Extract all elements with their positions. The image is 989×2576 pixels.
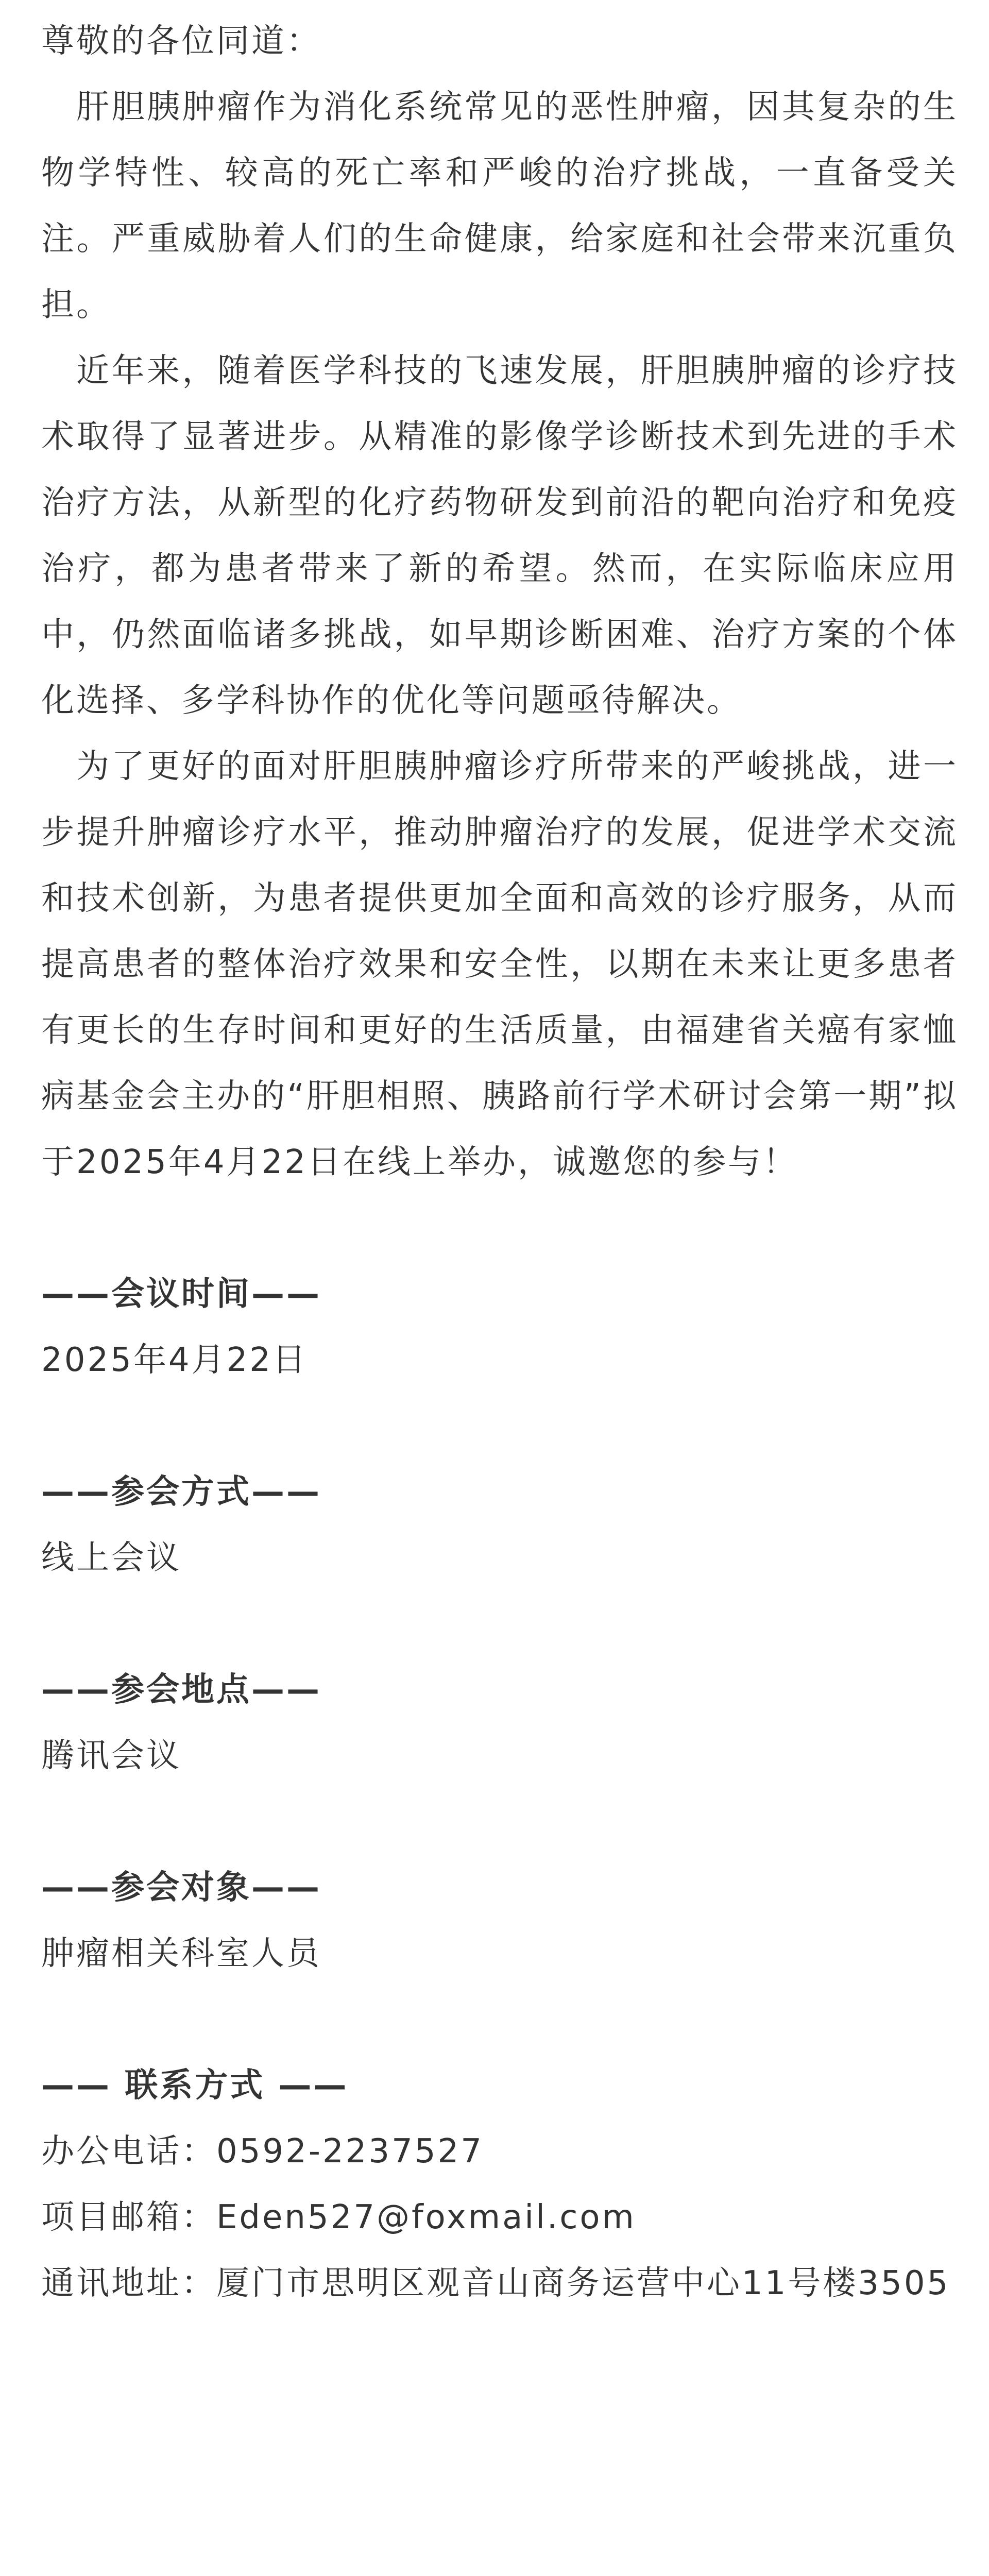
- contact-email: 项目邮箱：Eden527@foxmail.com: [41, 2198, 636, 2236]
- spacer: [41, 1393, 958, 1459]
- section-title-place: ——参会地点——: [41, 1671, 321, 1709]
- audience: 肿瘤相关科室人员: [41, 1935, 321, 1973]
- section-attend-mode: [41, 1459, 958, 1591]
- section-title-contact: —— 联系方式 ——: [41, 2066, 349, 2105]
- salutation: 尊敬的各位同道：: [41, 22, 321, 60]
- contact-phone: 办公电话：0592-2237527: [41, 2132, 484, 2171]
- section-title-mode: ——参会方式——: [41, 1473, 321, 1511]
- paragraph-progress: 近年来，随着医学科技的飞速发展，肝胆胰肿瘤的诊疗技术取得了显著进步。从精准的影像学诊断技术到先进的手术治疗方法，从新型的化疗药物研发到前沿的靶向治疗和免疫治疗，都为患者带来了新的希望。然而，在实际临床应用中，仍然面临诸多挑战，如早期诊断困难、治疗方案的个体化选择、多学科协作的优化等问题亟待解决。: [41, 352, 958, 720]
- spacer: [41, 1789, 958, 1855]
- section-attend-place: [41, 1657, 958, 1789]
- paragraph-intro: 肝胆胰肿瘤作为消化系统常见的恶性肿瘤，因其复杂的生物学特性、较高的死亡率和严峻的治疗挑战，一直备受关注。严重威胁着人们的生命健康，给家庭和社会带来沉重负担。: [41, 88, 958, 324]
- paragraph-invitation: 为了更好的面对肝胆胰肿瘤诊疗所带来的严峻挑战，进一步提升肿瘤诊疗水平，推动肿瘤治疗的发展，促进学术交流和技术创新，为患者提供更加全面和高效的诊疗服务，从而提高患者的整体治疗效果和安全性，以期在未来让更多患者有更长的生存时间和更好的生活质量，由福建省关癌有家恤病基金会主办的“肝胆相照、胰路前行学术研讨会第一期”拟于2025年4月22日在线上举办，诚邀您的参与！: [41, 748, 958, 1181]
- article-body: [41, 8, 958, 2316]
- section-title-time: ——会议时间——: [41, 1275, 321, 1313]
- attend-place: 腾讯会议: [41, 1737, 181, 1775]
- spacer: [41, 1591, 958, 1657]
- contact-address: 通讯地址：厦门市思明区观音山商务运营中心11号楼3505: [41, 2264, 950, 2302]
- section-audience: [41, 1855, 958, 1987]
- meeting-date: 2025年4月22日: [41, 1341, 308, 1379]
- section-meeting-time: [41, 1261, 958, 1393]
- section-contact: [41, 2053, 958, 2316]
- attend-mode: 线上会议: [41, 1539, 181, 1577]
- section-title-audience: ——参会对象——: [41, 1869, 321, 1907]
- spacer: [41, 1195, 958, 1261]
- spacer: [41, 1987, 958, 2053]
